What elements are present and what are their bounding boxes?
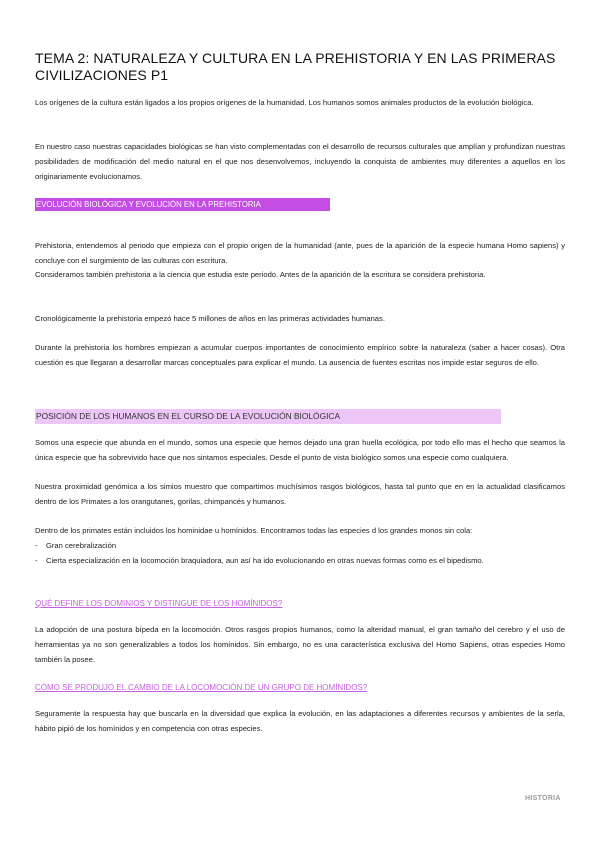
section2-paragraph-2: Nuestra proximidad genómica a los simios muestro que compartimos muchísimos rasgos biológicos, hasta tal punto que en en la actualidad clasificamos dentro de los Primates a los orangutanes, gorilas, chimpancés y humanos. [35, 482, 565, 506]
list-item [35, 539, 565, 554]
question-heading-dominios[interactable]: QUÉ DEFINE LOS DOMINIOS Y DISTINGUE DE LOS HOMÍNIDOS? [35, 599, 283, 608]
section1-paragraph-4: Durante la prehistoria los hombres empiezan a acumular cuerpos importantes de conocimiento empírico sobre la naturaleza (saber a hacer cosas). Otra cuestión es que llegaran a desarrollar marcas conceptuales para explicar el mundo. La ausencia de fuentes escritas nos impide estar seguros de ello. [35, 343, 565, 367]
document-title: TEMA 2: NATURALEZA Y CULTURA EN LA PREHISTORIA Y EN LAS PRIMERAS CIVILIZACIONES P1 [35, 50, 556, 83]
intro-paragraph-2: En nuestro caso nuestras capacidades biológicas se han visto complementadas con el desarrollo de recursos culturales que amplían y profundizan nuestras posibilidades de modificación del medio natural en el que nos desenvolvemos, incluyendo la conquista de ambientes muy diferentes a aquellos en los originariamente evolucionamos. [35, 142, 565, 181]
section1-paragraph-1: Prehistoria, entendemos al periodo que empieza con el propio origen de la humanidad (ante, pues de la aparición de la especie humana Homo sapiens) y concluye con el surgimiento de las culturas con escritura. [35, 241, 565, 265]
section2-paragraph-1: Somos una especie que abunda en el mundo, somos una especie que hemos dejado una gran huella ecológica, por todo ello mas el hecho que seamos la única especie que ha sobrevivido hace que nos sintamos especiales. Desde el punto de vista biológico somos una especie como cualquiera. [35, 438, 565, 462]
question2-answer: Seguramente la respuesta hay que buscarla en la diversidad que explica la evolución, en las adaptaciones a diferentes recursos y ambientes de la serla, hábito pipió de los homínidos y en competencia con otras especies. [35, 709, 565, 733]
section1-paragraph-3: Cronológicamente la prehistoria empezó hace 5 millones de años en las primeras actividades humanas. [35, 314, 385, 323]
intro-paragraph-1: Los orígenes de la cultura están ligados a los propios orígenes de la humanidad. Los humanos somos animales productos de la evolución biológica. [35, 98, 534, 107]
bullet-dash: - [35, 541, 38, 550]
bullet-list [35, 539, 565, 569]
section2-paragraph-3: Dentro de los primates están incluidos los hominidae u homínidos. Encontramos todas las especies d los grandes monos sin cola: [35, 526, 473, 535]
page-footer: HISTORIA [525, 795, 561, 802]
section-heading-evolucion: EVOLUCIÓN BIOLÓGICA Y EVOLUCIÓN EN LA PREHISTORIA [35, 198, 330, 211]
bullet-dash: - [35, 555, 38, 565]
section1-paragraph-2: Consideramos también prehistoria a la ciencia que estudia este periodo. Antes de la aparición de la escritura se considera prehistoria. [35, 270, 486, 279]
section-heading-posicion: POSICIÓN DE LOS HUMANOS EN EL CURSO DE LA EVOLUCIÓN BIOLÓGICA [35, 409, 501, 424]
list-item [35, 554, 565, 569]
question-heading-locomocion[interactable]: CÓMO SE PRODUJO EL CAMBIO DE LA LOCOMOCIÓN DE UN GRUPO DE HOMÍNIDOS? [35, 683, 368, 692]
list-item-text: Gran cerebralización [46, 541, 117, 550]
list-item-text: Cierta especialización en la locomoción braquiadora, aun así ha ido evolucionando en otras nuevas formas como es el bipedismo. [46, 555, 484, 565]
question1-answer: La adopción de una postura bípeda en la locomoción. Otros rasgos propios humanos, como la alteridad manual, el gran tamaño del cerebro y el uso de herramientas ya no son generalizables a todos los homínidos. Sin embargo, no es una característica exclusiva del Homo Sapiens, otras especies Homo también la posee. [35, 625, 565, 664]
